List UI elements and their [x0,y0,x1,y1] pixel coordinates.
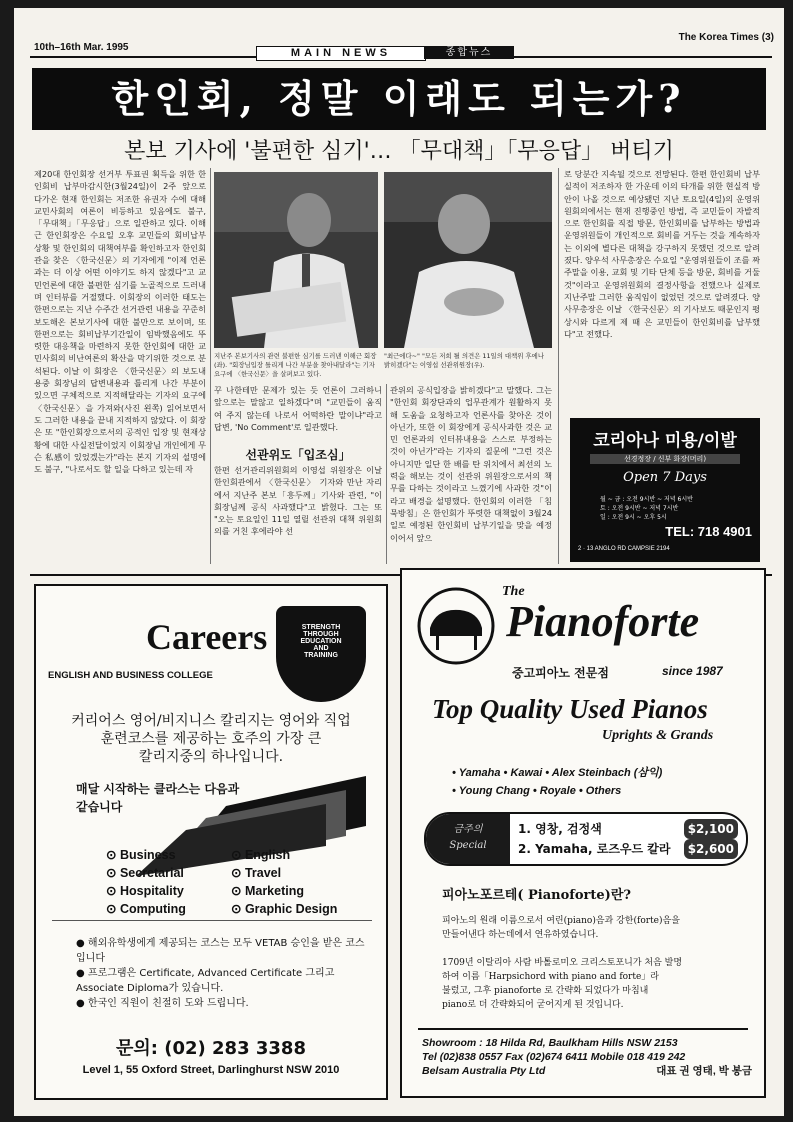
piano-company-line [422,1064,752,1078]
bullet-item: ● 해외유학생에게 제공되는 코스는 모두 VETAB 승인을 받은 코스입니다 [76,938,365,964]
salon-hours [600,494,740,521]
monthly-line: 매달 시작하는 클라스는 다음과 [76,782,240,796]
piano-tel: Tel (02)838 0557 Fax (02)674 6411 Mobile 018 419 242 [422,1051,686,1063]
course-label: English [244,848,291,862]
salon-address: 2 · 13 ANGLO RD CAMPSIE 2194 [578,546,670,552]
piano-body-line: 불렀고, 그후 pianoforte 로 간략화 되었다가 마침내 [442,986,649,996]
piano-question: 피아노포르테( Pianoforte)란? [442,888,631,903]
piano-brands [452,764,662,800]
course-item: ⊙ Travel [231,866,282,880]
photo-right [384,172,552,348]
special-label [426,814,510,864]
section-label: MAIN NEWS [256,46,426,61]
course-item: ⊙ Secretarial [106,866,184,880]
special-item [518,819,738,839]
special-label-line: 금주의 [453,824,483,835]
course-item: ⊙ Graphic Design [231,902,338,916]
bullet-text: 해외유학생에게 제공되는 코스는 모두 VETAB 승인을 받은 코스입니다 [76,938,365,964]
course-item: ⊙ Business [106,848,176,862]
careers-ad [34,584,388,1100]
piano-since: since 1987 [662,664,723,678]
special-label-line: Special [449,840,487,851]
article-column-3: 관위의 공식입장을 밝히겠다"고 말했다. 그는 "한인회 회장단과의 업무관계가 원활하지 못해 도움을 요청하고자 언론사를 찾아온 것이 아닌가, 또한 이 회장에게 공식사과한 것은 교민 언론과의 인터뷰내용을 스스로 부정하는 것이 아닌가"라는 기자의 질문에 "그런 것은 아니지만 일단 한 배를 탄 위치에서 최선의 노력을 해보는 것이 선관위 위원장으로서의 책무를 다하는 것이라고 느꼈기에 사과한 것"이라고 배경을 설명했다. 한인회의 이러한 「침묵방침」은 한인회가 뚜렷한 대책없이 3월24일로 예정된 한인회비 납부기일을 맞을 예정이어서 앞으 [390,385,552,543]
course-label: Hospitality [119,884,184,898]
special-item [518,839,738,859]
course-item: ⊙ English [231,848,291,862]
piano-divider [418,1028,748,1030]
salon-name: 코리아나 미용/이발 [593,431,737,451]
piano-body-line: 만들어낸다 하는데에서 연유하였습니다. [442,930,599,940]
brand-line: • Young Chang • Royale • Others [452,785,622,797]
course-label: Computing [119,902,186,916]
photo-caption-left: 지난주 본보기사의 관련 불편한 심기를 드러낸 이해근 회장(좌). "회장님입장 틀리게 나간 부분을 찾아내달라"는 기자요구에 〈한국신문〉을 살펴보고 있다. [214,352,377,378]
course-item: ⊙ Marketing [231,884,304,898]
course-label: Business [119,848,176,862]
careers-bullets [76,936,366,1011]
badge-line: AND [313,645,329,652]
piano-body-line: 하여 이름「Harpsichord with piano and forte」라 [442,972,660,982]
piano-special-box [424,812,748,866]
careers-divider [52,920,372,921]
paper-name: The Korea Times (3) [678,32,774,43]
piano-reps: 대표 권 영태, 박 봉금 [656,1065,752,1077]
bullet-item: ● 프로그램은 Certificate, Advanced Certificate 그리고 Associate Diploma가 있습니다. [76,968,335,994]
piano-logo: Pianoforte [506,597,700,646]
salon-open: Open 7 Days [623,470,707,485]
salon-hours-line: 토 : 오전 9시반 ~ 저녁 7시반 [600,505,679,512]
careers-intro [46,712,376,766]
photo-left [214,172,378,348]
course-label: Marketing [244,884,304,898]
piano-the: The [502,584,525,599]
careers-badge [276,606,366,702]
pianoforte-ad [400,568,766,1098]
careers-address: Level 1, 55 Oxford Street, Darlinghurst NSW 2010 [82,1064,340,1076]
salon-hours-line: 월 ~ 금 : 오전 9시반 ~ 저녁 6시반 [600,496,693,503]
careers-courses [106,846,356,918]
badge-line: EDUCATION [300,638,342,645]
course-item: ⊙ Hospitality [106,884,184,898]
special-list [518,819,738,859]
piano-kr-name: 중고피아노 전문점 [512,666,609,680]
article-column-2b: 한편 선거관리위원회의 이영섭 위원장은 이날 한인회관에서 〈한국신문〉 기자와 만난 자리에서 지난주 본보「흥두께」기사와 관련, "이 회장님께 공식 사과했다"고 밝혔다. 그는 또 "오는 토요일인 11일 열릴 선관위 대책 위원회의를 거친 후에라야 선 [214,465,382,537]
course-label: Secretarial [119,866,184,880]
piano-body [442,914,742,1012]
special-item-name: 1. 영창, 검정색 [518,822,602,836]
article-column-4: 로 당분간 지속될 것으로 전망된다. 한편 한인회비 납부실적이 저조하자 한 가운데 이의 타개를 위한 현실적 방안이 나올 것으로 예상됐던 지난 토요일(4일)의 운영위원회의에서는 현재 진행중인 방법, 즉 교민들이 자발적으로 한인회를 직접 방문, 한인회비를 납부하는 방법과 운영위원들이 개인적으로 회비를 거두는 것을 계속하자는 이외에 별다른 대책을 강구하지 못했던 것으로 알려졌다. 양우석 사무총장은 수요일 "운영위원들이 조를 짜 주말을 이용, 교회 및 기타 단체 등을 방문, 회비를 거둘것"이라고 운영위원회의 결정사항을 전했으나 실제로 지난주말 그러한 움직임이 없었던 것으로 알려졌다. 양 사무총장은 이날 〈한국신문〉의 기사보도 때문인지 평상시와 다르게 제 때 은 교민들이 한인회비를 납부했다"고 전했다. [564,169,760,339]
column-subhead: 선관위도「입조심」 [245,448,351,462]
salon-phone: TEL: 718 4901 [665,524,752,539]
special-item-name: 2. Yamaha, 로즈우드 칼라 [518,842,671,856]
column-rule [558,168,559,564]
course-label: Travel [244,866,282,880]
piano-tagline: Top Quality Used Pianos [432,694,708,724]
piano-body-line: 1709년 이탈리아 사람 바톨로미오 크리스토포니가 처음 발명 [442,958,683,968]
course-label: Graphic Design [244,902,338,916]
careers-college: ENGLISH AND BUSINESS COLLEGE [48,670,213,681]
badge-line: TRAINING [304,652,338,659]
issue-date: 10th–16th Mar. 1995 [34,42,129,53]
section-label-kr: 종합뉴스 [424,46,514,59]
column-rule [386,384,387,564]
piano-body-line: piano로 더 간략화되어 굳어지게 된 것입니다. [442,1000,624,1010]
article-column-1: 제20대 한인회장 선거부 투표권 획득을 위한 한인회비 납부마감시한(3월24일)이 2주 앞으로 다가온 현재 한인회는 저조한 유권자 수에 대해 교민사회의 여론이 비등하고 있음에도 불구, 「무대책」「무응답」으로 일관하고 있다. 이해근 한인회장은 수요일 오후 교민들의 회비납부 상황 및 한인회의 대책여부를 확인하고자 한인회관을 찾은 〈한국신문〉의 기자에게 "이제 언론과는 더 이상 어떤 이야기도 하지 않겠다"고 교민언론에 대한 불편한 심기를 노골적으로 드러내며 인터뷰를 거절했다. 이회장의 이러한 태도는 한편으로는 지난 수주간 선거관련 내용을 꾸준히 보도해온 본보기사에 대한 불만으로 보이며, 또 한편으로는 회비납부기간일이 임박했음에도 뚜렷한 대응책을 마련하지 못한 한인회에 대한 교민사회의 비난여론의 확산을 막기위한 것으로 분석된다. 이날 이 회장은 〈한국신문〉의 보도내용중 회장님의 답변내용과 틀리게 나간 부분이 있으면 구체적으로 지적해달라는 기자의 요구에 〈한국신문〉을 가져와(사진 왼쪽) 읽어보면서도 그러한 내용을 끝내 지적하지 않았다. 이 회장은 또 "한인회장으로서의 공적인 입장 및 현재상황에 대한 사실전달이었지 이회장님 개인에게 무슨 私感이 있었겠는가"라는 본지 기자의 설명에도 불구, "나로서도 할 일을 다하고 있는데 자 [34,169,206,475]
intro-line: 커리어스 영어/비지니스 칼리지는 영어와 직업 [71,713,351,729]
course-item: ⊙ Computing [106,902,186,916]
article-column-2a: 꾸 나한테만 문제가 있는 듯 언론이 그러하니 앞으로는 말않고 일하겠다"며 "교민들이 움직여 주지 않는데 나로서 어떡하란 말이냐"라고 답변, 'No Comment'로 일관했다. [214,385,382,432]
bullet-text: 한국인 직원이 친절히 도와 드립니다. [87,998,249,1009]
photo-caption-right: "최근에다~" "모든 저희 될 의견은 11일의 대책위 후에나 밝히겠다"는 이영섭 선관위원장(우). [384,352,544,369]
brand-line: • Yamaha • Kawai • Alex Steinbach (삼익) [452,767,663,779]
bullet-item: ● 한국인 직원이 친절히 도와 드립니다. [76,998,249,1009]
badge-line: THROUGH [303,631,339,638]
salon-hours-line: 일 : 오전 9시 ~ 오후 5시 [600,514,667,521]
careers-logo: Careers [146,617,268,657]
careers-phone: 문의: (02) 283 3388 [116,1038,306,1059]
subheadline: 본보 기사에 '불편한 심기'… 「무대책」「무응답」 버티기 [124,139,674,164]
badge-line: STRENGTH [301,624,341,631]
headline: 한인회, 정말 이래도 되는가? [32,68,766,130]
piano-sub: Uprights & Grands [602,728,714,743]
piano-company: Belsam Australia Pty Ltd [422,1065,546,1077]
piano-body-line: 피아노의 원래 이름으로서 여린(piano)음과 강한(forte)음을 [442,916,680,926]
salon-ad [570,418,760,562]
piano-icon [416,586,496,666]
special-item-price: $2,100 [684,819,738,839]
piano-showroom: Showroom : 18 Hilda Rd, Baulkham Hills NSW 2153 [422,1037,678,1049]
column-rule [210,168,211,564]
salon-sub: 선경정장 / 신부 화장(머리) [590,454,740,464]
bullet-text: 프로그램은 Certificate, Advanced Certificate 그리고 Associate Diploma가 있습니다. [76,968,335,994]
special-item-price: $2,600 [684,839,738,859]
piano-contact [422,1036,752,1078]
newspaper-page [14,8,784,1116]
monthly-line: 같습니다 [76,800,123,814]
intro-line: 훈련코스를 제공하는 호주의 가장 큰 [100,731,322,747]
piano-body-line [442,942,742,956]
intro-line: 칼리지중의 하나입니다. [138,749,284,765]
